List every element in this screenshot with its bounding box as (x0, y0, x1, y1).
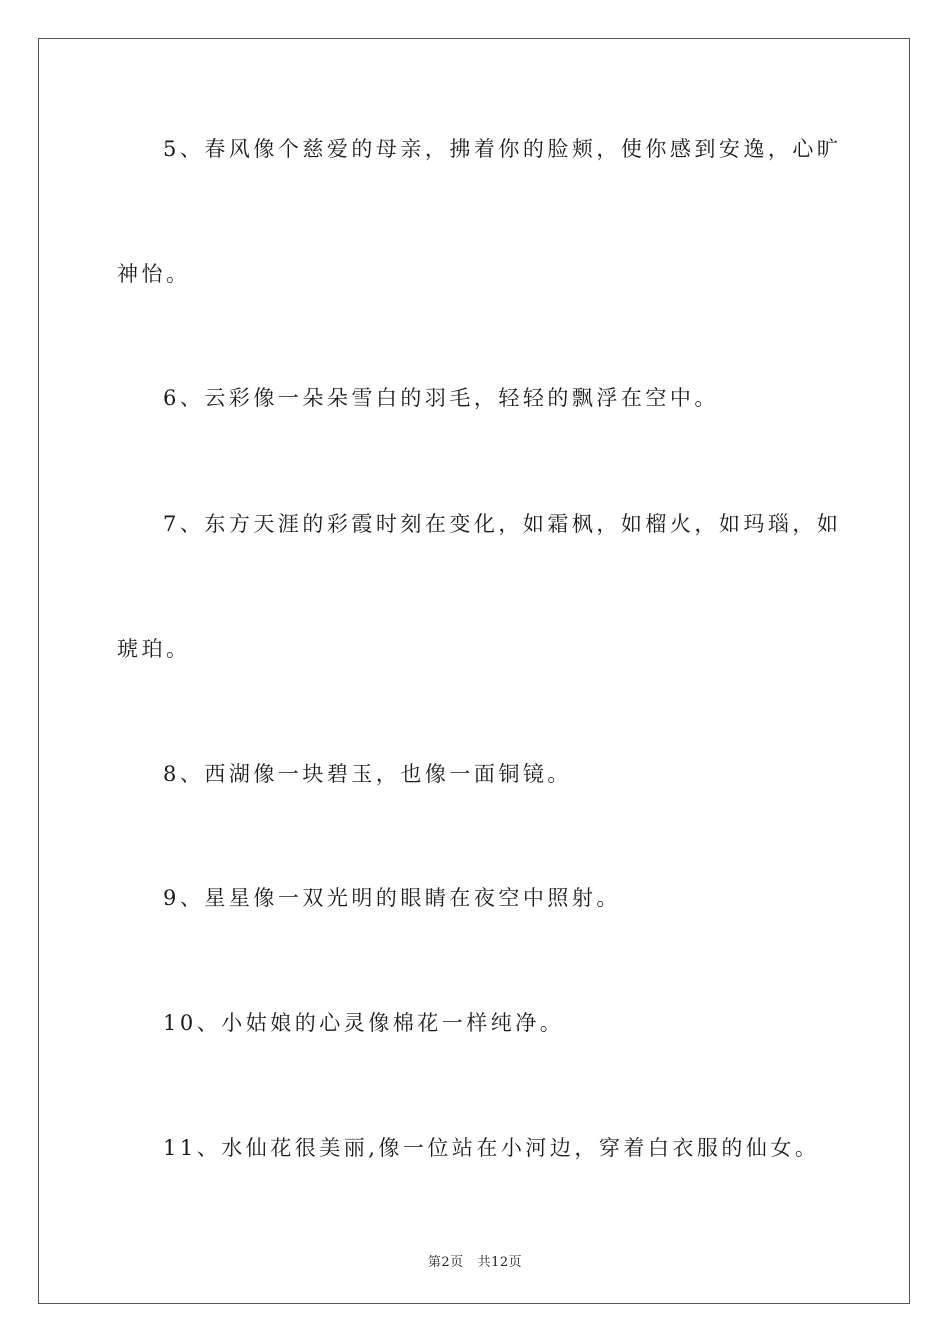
paragraph-8: 8、西湖像一块碧玉，也像一面铜镜。 (163, 762, 572, 786)
page-border (38, 38, 910, 1304)
paragraph-6: 6、云彩像一朵朵雪白的羽毛，轻轻的飘浮在空中。 (163, 386, 719, 410)
paragraph-9: 9、星星像一双光明的眼睛在夜空中照射。 (163, 886, 621, 910)
paragraph-11: 11、水仙花很美丽,像一位站在小河边，穿着白衣服的仙女。 (163, 1136, 820, 1160)
paragraph-7-line-1: 7、东方天涯的彩霞时刻在变化，如霜枫，如榴火，如玛瑙，如 (163, 512, 842, 536)
paragraph-10: 10、小姑娘的心灵像棉花一样纯净。 (163, 1011, 565, 1035)
paragraph-5-line-1: 5、春风像个慈爱的母亲，拂着你的脸颊，使你感到安逸，心旷 (163, 137, 842, 161)
page-total: 共12页 (477, 1255, 523, 1270)
paragraph-5-line-2: 神怡。 (117, 262, 191, 286)
paragraph-7-line-2: 琥珀。 (117, 637, 191, 661)
page-footer (0, 1251, 950, 1270)
page-number: 第2页 (427, 1255, 464, 1270)
